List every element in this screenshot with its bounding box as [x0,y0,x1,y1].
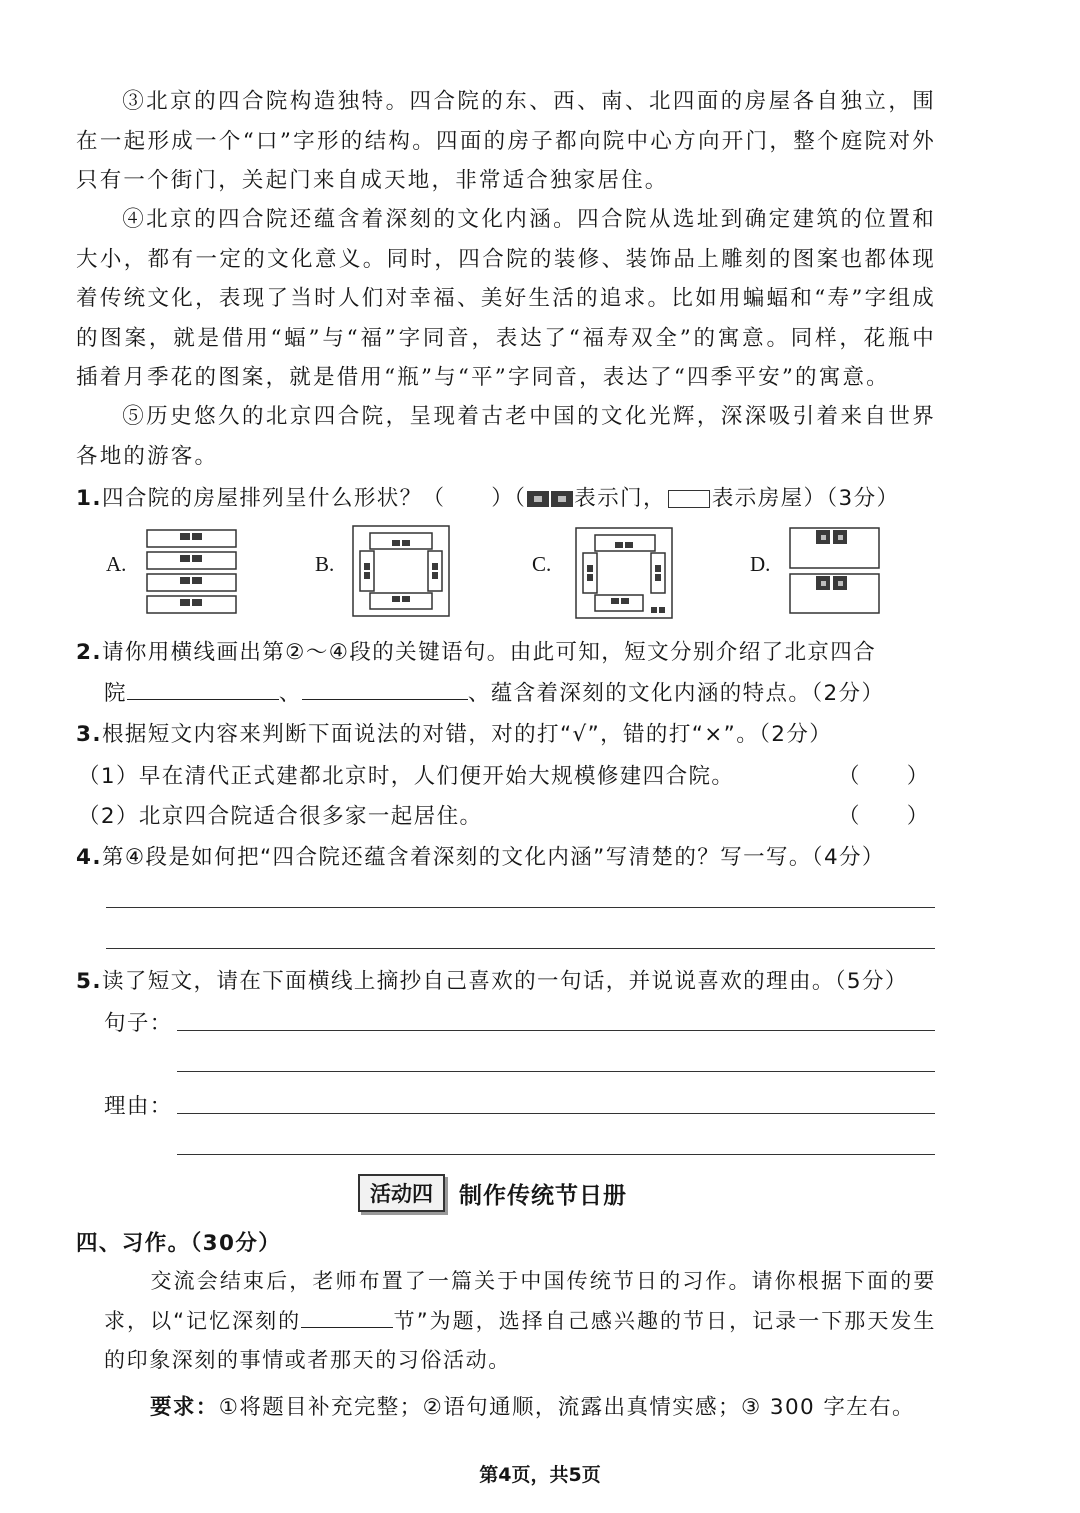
option-c-diagram[interactable] [575,527,673,619]
door-legend-icon [526,486,574,511]
question-2-continued: 院 、 、蕴含着深刻的文化内涵的特点。（2分） [104,681,885,706]
passage-paragraph-5: ⑤历史悠久的北京四合院，呈现着古老中国的文化光辉，深深吸引着来自世界各地的游客。 [76,404,936,469]
option-c-label[interactable]: C. [532,552,552,576]
sentence-answer-line[interactable] [177,1071,935,1072]
sentence-answer-line[interactable] [177,1030,935,1031]
activity-banner [358,1176,627,1210]
question-3-item-2: （2）北京四合院适合很多家一起居住。 [78,804,483,829]
question-4: 4.第④段是如何把“四合院还蕴含着深刻的文化内涵”写清楚的？写一写。（4分） [76,845,885,870]
answer-paren-1[interactable]: （ ） [838,764,930,789]
reason-answer-line[interactable] [177,1154,935,1155]
answer-blank-1[interactable] [127,679,279,700]
reason-label: 理由： [104,1094,173,1119]
section-4-body: 交流会结束后，老师布置了一篇关于中国传统节日的习作。请你根据下面的要求，以“记忆深刻的 节”为题，选择自己感兴趣的节日，记录一下那天发生的印象深刻的事情或者那天的习俗活动。 [104,1269,936,1372]
answer-blank-2[interactable] [302,679,468,700]
page-number: 第4页，共5页 [479,1464,601,1486]
section-4-heading: 四、习作。（30分） [76,1231,282,1256]
question-1: 1.四合院的房屋排列呈什么形状？（ ）（ 表示门， 表示房屋）（3分） [76,486,900,511]
option-d-diagram[interactable] [789,526,881,616]
title-blank[interactable] [301,1307,393,1328]
activity-badge: 活动四 [358,1174,445,1212]
option-a-diagram[interactable] [146,528,238,616]
option-b-label[interactable]: B. [315,552,335,576]
answer-line[interactable] [106,907,935,908]
activity-title: 制作传统节日册 [459,1182,627,1209]
answer-paren-2[interactable]: （ ） [838,804,930,829]
question-2: 2.请你用横线画出第②～④段的关键语句。由此可知，短文分别介绍了北京四合 [76,640,877,665]
passage-paragraph-4: ④北京的四合院还蕴含着深刻的文化内涵。四合院从选址到确定建筑的位置和大小，都有一定的文化意义。同时，四合院的装修、装饰品上雕刻的图案也都体现着传统文化，表现了当时人们对幸福、美好生活的追求。比如用蝙蝠和“寿”字组成的图案，就是借用“蝠”与“福”字同音，表达了“福寿双全”的寓意。同样，花瓶中插着月季花的图案，就是借用“瓶”与“平”字同音，表达了“四季平安”的寓意。 [76,207,936,390]
question-3: 3.根据短文内容来判断下面说法的对错，对的打“√”，错的打“×”。（2分） [76,722,833,747]
house-legend-icon [668,490,710,508]
passage-paragraph-3: ③北京的四合院构造独特。四合院的东、西、南、北四面的房屋各自独立，围在一起形成一个“口”字形的结构。四面的房子都向院中心方向开门，整个庭院对外只有一个街门，关起门来自成天地，非常适合独家居住。 [76,89,936,193]
answer-line[interactable] [106,948,935,949]
option-d-label[interactable]: D. [750,552,771,576]
option-b-diagram[interactable] [352,525,450,617]
question-5: 5.读了短文，请在下面横线上摘抄自己喜欢的一句话，并说说喜欢的理由。（5分） [76,969,908,994]
sentence-label: 句子： [104,1011,173,1036]
question-3-item-1: （1）早在清代正式建都北京时，人们便开始大规模修建四合院。 [78,764,735,789]
reason-answer-line[interactable] [177,1113,935,1114]
requirements: 要求：①将题目补充完整；②语句通顺，流露出真情实感；③ 300 字左右。 [150,1395,915,1420]
option-a-label[interactable]: A. [106,552,127,576]
